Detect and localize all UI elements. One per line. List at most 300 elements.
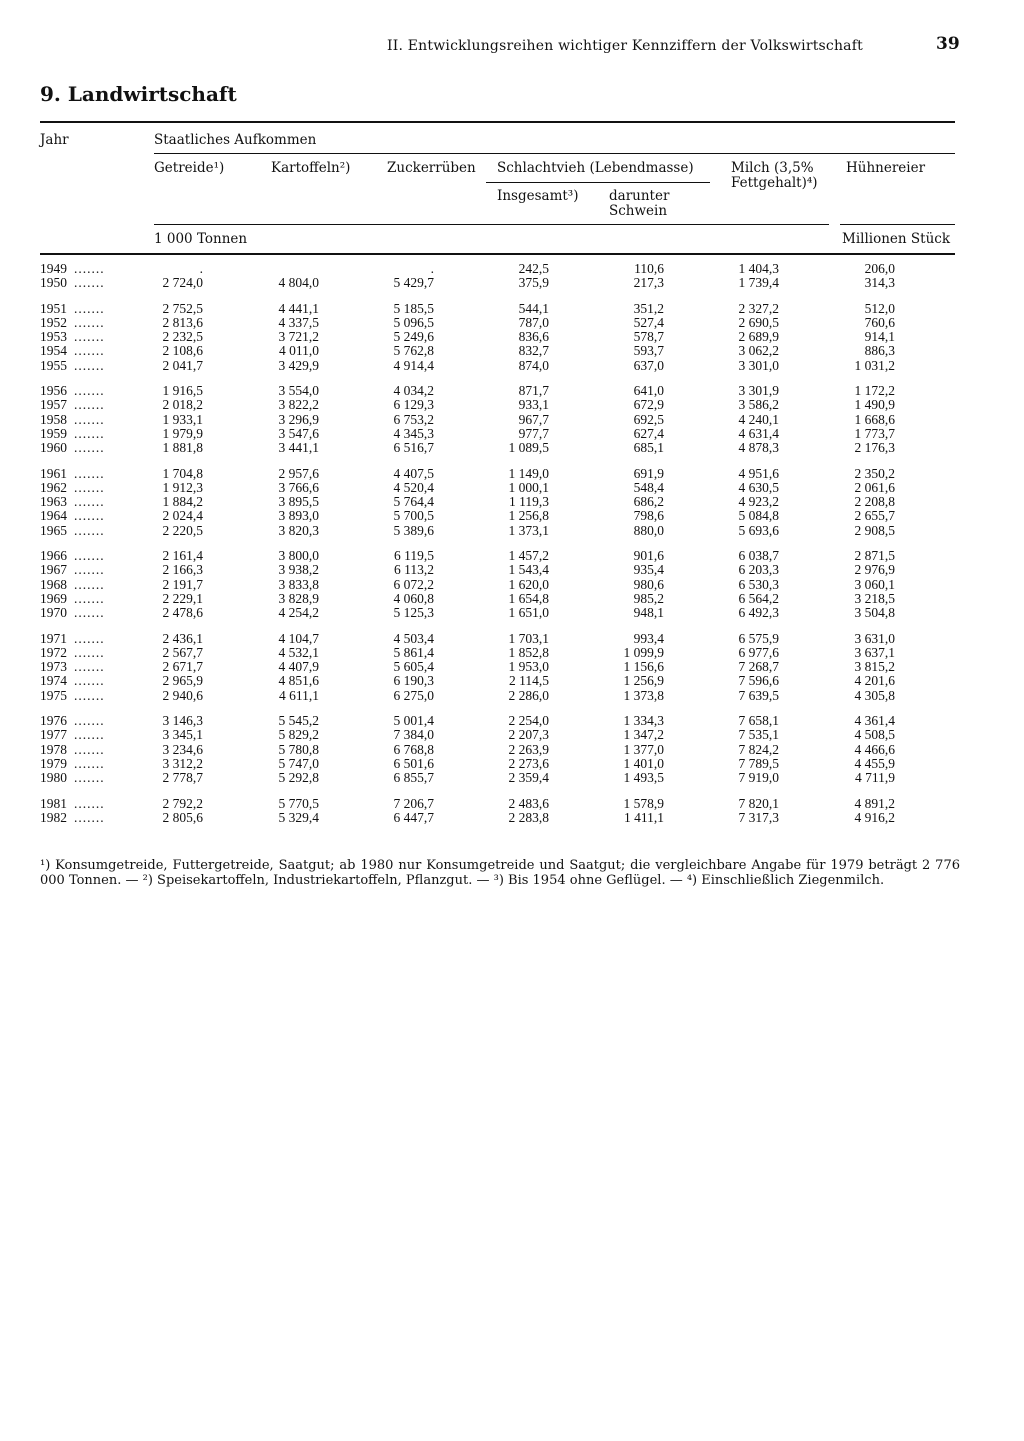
value-cell: 1 620,0 — [508, 576, 549, 592]
value-cell: 2 957,6 — [278, 465, 319, 481]
value-cell: 686,2 — [633, 494, 664, 510]
value-cell: 1 912,3 — [162, 479, 203, 495]
value-cell: 1 773,7 — [854, 425, 895, 441]
value-cell: 692,5 — [633, 411, 664, 427]
value-cell: 4 201,6 — [854, 673, 895, 689]
value-cell: 2 018,2 — [162, 397, 203, 413]
row-group — [0, 549, 1024, 620]
value-cell: 7 789,5 — [738, 755, 779, 771]
table-row — [0, 811, 1024, 825]
year-cell: 1949 — [40, 261, 67, 276]
value-cell: 5 545,2 — [278, 713, 319, 729]
value-cell: 6 501,6 — [393, 755, 434, 771]
value-cell: 4 305,8 — [854, 687, 895, 703]
value-cell: 4 804,0 — [278, 275, 319, 291]
value-cell: 6 072,2 — [393, 576, 434, 592]
year-cell: 1957 — [40, 397, 67, 413]
value-cell: 1 578,9 — [623, 795, 664, 811]
value-cell: 4 503,4 — [393, 630, 434, 646]
year-cell: 1951 — [40, 300, 67, 316]
value-cell: 5 780,8 — [278, 741, 319, 757]
leader-dots: ....... — [74, 275, 105, 291]
value-cell: 1 031,2 — [854, 357, 895, 373]
value-cell: 5 389,6 — [393, 522, 434, 538]
value-cell: 6 129,3 — [393, 397, 434, 413]
value-cell: 7 919,0 — [738, 770, 779, 786]
value-cell: 691,9 — [633, 465, 664, 481]
value-cell: 3 504,8 — [854, 605, 895, 621]
year-cell: 1963 — [40, 494, 67, 510]
row-group — [0, 467, 1024, 538]
value-cell: 5 084,8 — [738, 508, 779, 524]
value-cell: 880,0 — [633, 522, 664, 538]
year-cell: 1956 — [40, 383, 67, 399]
value-cell: 4 034,2 — [393, 383, 434, 399]
value-cell: 7 317,3 — [738, 809, 779, 825]
value-cell: 2 286,0 — [508, 687, 549, 703]
value-cell: 2 350,2 — [854, 465, 895, 481]
value-cell: 1 377,0 — [623, 741, 664, 757]
value-cell: 2 254,0 — [508, 713, 549, 729]
value-cell: 3 637,1 — [854, 644, 895, 660]
value-cell: 637,0 — [633, 357, 664, 373]
table-row — [0, 467, 1024, 481]
value-cell: 4 532,1 — [278, 644, 319, 660]
value-cell: 6 855,7 — [393, 770, 434, 786]
value-cell: 512,0 — [864, 300, 895, 316]
value-cell: 4 914,4 — [393, 357, 434, 373]
value-cell: 4 240,1 — [738, 411, 779, 427]
col-milch: Milch (3,5% — [731, 160, 814, 176]
year-cell: 1978 — [40, 741, 67, 757]
value-cell: 6 038,7 — [738, 548, 779, 564]
value-cell: 4 337,5 — [278, 314, 319, 330]
value-cell: 7 268,7 — [738, 659, 779, 675]
value-cell: 3 820,3 — [278, 522, 319, 538]
value-cell: 3 833,8 — [278, 576, 319, 592]
year-cell: 1981 — [40, 795, 67, 811]
value-cell: 3 296,9 — [278, 411, 319, 427]
leader-dots: ....... — [74, 727, 105, 743]
value-cell: 3 441,1 — [278, 440, 319, 456]
value-cell: 1 493,5 — [623, 770, 664, 786]
value-cell: 967,7 — [518, 411, 549, 427]
value-cell: 832,7 — [518, 343, 549, 359]
leader-dots: ....... — [74, 329, 105, 345]
value-cell: 1 933,1 — [162, 411, 203, 427]
value-cell: . — [430, 261, 434, 276]
leader-dots: ....... — [74, 590, 105, 606]
value-cell: 1 916,5 — [162, 383, 203, 399]
row-group — [0, 797, 1024, 826]
value-cell: 5 292,8 — [278, 770, 319, 786]
value-cell: 5 861,4 — [393, 644, 434, 660]
value-cell: 914,1 — [864, 329, 895, 345]
unit-left: 1 000 Tonnen — [154, 231, 248, 247]
value-cell: 7 596,6 — [738, 673, 779, 689]
value-cell: 2 940,6 — [162, 687, 203, 703]
value-cell: 3 301,0 — [738, 357, 779, 373]
unit-rule-left — [154, 224, 829, 225]
value-cell: 4 878,3 — [738, 440, 779, 456]
value-cell: . — [199, 261, 203, 276]
row-group — [0, 714, 1024, 785]
year-cell: 1973 — [40, 659, 67, 675]
value-cell: 1 256,8 — [508, 508, 549, 524]
year-cell: 1969 — [40, 590, 67, 606]
value-cell: 3 800,0 — [278, 548, 319, 564]
value-cell: 4 407,9 — [278, 659, 319, 675]
value-cell: 798,6 — [633, 508, 664, 524]
value-cell: 2 965,9 — [162, 673, 203, 689]
row-group — [0, 384, 1024, 455]
leader-dots: ....... — [74, 630, 105, 646]
value-cell: 1 411,1 — [624, 809, 664, 825]
value-cell: 7 824,2 — [738, 741, 779, 757]
value-cell: 4 441,1 — [278, 300, 319, 316]
year-cell: 1962 — [40, 479, 67, 495]
col-insgesamt: Insgesamt³) — [497, 188, 579, 204]
value-cell: 2 483,6 — [508, 795, 549, 811]
value-cell: 1 373,8 — [623, 687, 664, 703]
value-cell: 351,2 — [633, 300, 664, 316]
value-cell: 1 373,1 — [508, 522, 549, 538]
value-cell: 4 361,4 — [854, 713, 895, 729]
table-row — [0, 632, 1024, 646]
year-cell: 1979 — [40, 755, 67, 771]
value-cell: 3 721,2 — [278, 329, 319, 345]
value-cell: 6 530,3 — [738, 576, 779, 592]
leader-dots: ....... — [74, 411, 105, 427]
value-cell: 6 575,9 — [738, 630, 779, 646]
value-cell: 886,3 — [864, 343, 895, 359]
group-header: Staatliches Aufkommen — [154, 132, 317, 148]
leader-dots: ....... — [74, 809, 105, 825]
value-cell: 3 828,9 — [278, 590, 319, 606]
value-cell: 874,0 — [518, 357, 549, 373]
leader-dots: ....... — [74, 465, 105, 481]
value-cell: 3 234,6 — [162, 741, 203, 757]
value-cell: 5 605,4 — [393, 659, 434, 675]
year-cell: 1977 — [40, 727, 67, 743]
value-cell: 2 108,6 — [162, 343, 203, 359]
year-cell: 1953 — [40, 329, 67, 345]
table-row — [0, 302, 1024, 316]
value-cell: 2 114,5 — [509, 673, 549, 689]
table-row — [0, 549, 1024, 563]
value-cell: 1 172,2 — [854, 383, 895, 399]
table-row — [0, 606, 1024, 620]
value-cell: 5 770,5 — [278, 795, 319, 811]
value-cell: 993,4 — [633, 630, 664, 646]
value-cell: 3 345,1 — [162, 727, 203, 743]
value-cell: 548,4 — [633, 479, 664, 495]
value-cell: 1 651,0 — [508, 605, 549, 621]
value-cell: 2 567,7 — [162, 644, 203, 660]
table-body — [0, 262, 1024, 836]
value-cell: 4 060,8 — [393, 590, 434, 606]
year-cell: 1952 — [40, 314, 67, 330]
value-cell: 527,4 — [633, 314, 664, 330]
value-cell: 2 359,4 — [508, 770, 549, 786]
col-schwein: Schwein — [609, 203, 668, 219]
value-cell: 2 724,0 — [162, 275, 203, 291]
value-cell: 2 655,7 — [854, 508, 895, 524]
value-cell: 1 704,8 — [162, 465, 203, 481]
year-cell: 1966 — [40, 548, 67, 564]
leader-dots: ....... — [74, 300, 105, 316]
value-cell: 206,0 — [864, 261, 895, 276]
value-cell: 1 979,9 — [162, 425, 203, 441]
value-cell: 2 161,4 — [162, 548, 203, 564]
col-huehnereier: Hühnereier — [846, 160, 926, 176]
table-row — [0, 344, 1024, 358]
leader-dots: ....... — [74, 741, 105, 757]
value-cell: 3 815,2 — [854, 659, 895, 675]
value-cell: 1 668,6 — [854, 411, 895, 427]
table-row — [0, 674, 1024, 688]
year-cell: 1955 — [40, 357, 67, 373]
value-cell: 4 923,2 — [738, 494, 779, 510]
value-cell: 7 658,1 — [738, 713, 779, 729]
leader-dots: ....... — [74, 343, 105, 359]
value-cell: 1 089,5 — [508, 440, 549, 456]
value-cell: 2 792,2 — [162, 795, 203, 811]
value-cell: 3 429,9 — [278, 357, 319, 373]
table-top-rule — [40, 121, 955, 123]
value-cell: 2 327,2 — [738, 300, 779, 316]
value-cell: 5 700,5 — [393, 508, 434, 524]
value-cell: 3 631,0 — [854, 630, 895, 646]
value-cell: 2 752,5 — [162, 300, 203, 316]
table-row — [0, 728, 1024, 742]
value-cell: 3 062,2 — [738, 343, 779, 359]
value-cell: 1 000,1 — [508, 479, 549, 495]
value-cell: 2 220,5 — [162, 522, 203, 538]
value-cell: 6 768,8 — [393, 741, 434, 757]
table-row — [0, 689, 1024, 703]
value-cell: 1 884,2 — [162, 494, 203, 510]
value-cell: 787,0 — [518, 314, 549, 330]
year-cell: 1960 — [40, 440, 67, 456]
value-cell: 3 554,0 — [278, 383, 319, 399]
value-cell: 933,1 — [518, 397, 549, 413]
value-cell: 7 820,1 — [738, 795, 779, 811]
value-cell: 4 916,2 — [854, 809, 895, 825]
leader-dots: ....... — [74, 357, 105, 373]
value-cell: 5 096,5 — [393, 314, 434, 330]
table-row — [0, 714, 1024, 728]
value-cell: 6 113,2 — [394, 562, 434, 578]
table-row — [0, 427, 1024, 441]
table-row — [0, 441, 1024, 455]
leader-dots: ....... — [74, 508, 105, 524]
value-cell: 2 871,5 — [854, 548, 895, 564]
leader-dots: ....... — [74, 713, 105, 729]
value-cell: 1 490,9 — [854, 397, 895, 413]
row-group — [0, 632, 1024, 703]
value-cell: 1 881,8 — [162, 440, 203, 456]
value-cell: 2 976,9 — [854, 562, 895, 578]
value-cell: 7 639,5 — [738, 687, 779, 703]
value-cell: 948,1 — [633, 605, 664, 621]
year-cell: 1968 — [40, 576, 67, 592]
value-cell: 2 273,6 — [508, 755, 549, 771]
value-cell: 2 813,6 — [162, 314, 203, 330]
year-cell: 1954 — [40, 343, 67, 359]
year-cell: 1975 — [40, 687, 67, 703]
value-cell: 2 283,8 — [508, 809, 549, 825]
value-cell: 3 547,6 — [278, 425, 319, 441]
unit-rule-right — [840, 224, 955, 225]
year-cell: 1971 — [40, 630, 67, 646]
value-cell: 5 125,3 — [393, 605, 434, 621]
row-group — [0, 302, 1024, 373]
value-cell: 4 851,6 — [278, 673, 319, 689]
value-cell: 5 429,7 — [393, 275, 434, 291]
table-row — [0, 660, 1024, 674]
leader-dots: ....... — [74, 314, 105, 330]
table-row — [0, 743, 1024, 757]
table-row — [0, 413, 1024, 427]
value-cell: 1 739,4 — [738, 275, 779, 291]
col-year-label: Jahr — [40, 132, 69, 148]
col-schlachtvieh: Schlachtvieh (Lebendmasse) — [497, 160, 694, 176]
col-getreide: Getreide¹) — [154, 160, 225, 176]
year-cell: 1967 — [40, 562, 67, 578]
value-cell: 980,6 — [633, 576, 664, 592]
value-cell: 760,6 — [864, 314, 895, 330]
value-cell: 1 852,8 — [508, 644, 549, 660]
leader-dots: ....... — [74, 673, 105, 689]
value-cell: 2 061,6 — [854, 479, 895, 495]
value-cell: 4 951,6 — [738, 465, 779, 481]
value-cell: 1 099,9 — [623, 644, 664, 660]
leader-dots: ....... — [74, 795, 105, 811]
table-row — [0, 276, 1024, 290]
value-cell: 2 041,7 — [162, 357, 203, 373]
col-zuckerrueben: Zuckerrüben — [387, 160, 476, 176]
value-cell: 4 466,6 — [854, 741, 895, 757]
table-row — [0, 481, 1024, 495]
value-cell: 985,2 — [633, 590, 664, 606]
leader-dots: ....... — [74, 644, 105, 660]
schlachtvieh-rule — [486, 182, 710, 183]
value-cell: 5 185,5 — [393, 300, 434, 316]
leader-dots: ....... — [74, 770, 105, 786]
value-cell: 685,1 — [633, 440, 664, 456]
year-cell: 1961 — [40, 465, 67, 481]
value-cell: 2 191,7 — [162, 576, 203, 592]
value-cell: 1 543,4 — [508, 562, 549, 578]
value-cell: 3 895,5 — [278, 494, 319, 510]
table-row — [0, 262, 1024, 276]
value-cell: 6 190,3 — [393, 673, 434, 689]
value-cell: 901,6 — [633, 548, 664, 564]
value-cell: 5 001,4 — [393, 713, 434, 729]
value-cell: 3 218,5 — [854, 590, 895, 606]
value-cell: 871,7 — [518, 383, 549, 399]
value-cell: 2 478,6 — [162, 605, 203, 621]
leader-dots: ....... — [74, 605, 105, 621]
value-cell: 4 891,2 — [854, 795, 895, 811]
section-title: 9. Landwirtschaft — [40, 82, 237, 106]
table-row — [0, 797, 1024, 811]
leader-dots: ....... — [74, 687, 105, 703]
value-cell: 2 690,5 — [738, 314, 779, 330]
value-cell: 6 447,7 — [393, 809, 434, 825]
year-cell: 1965 — [40, 522, 67, 538]
table-header-rule — [40, 253, 955, 255]
year-cell: 1980 — [40, 770, 67, 786]
value-cell: 6 275,0 — [393, 687, 434, 703]
value-cell: 2 207,3 — [508, 727, 549, 743]
value-cell: 5 693,6 — [738, 522, 779, 538]
value-cell: 1 334,3 — [623, 713, 664, 729]
value-cell: 4 631,4 — [738, 425, 779, 441]
value-cell: 6 977,6 — [738, 644, 779, 660]
value-cell: 4 711,9 — [855, 770, 895, 786]
value-cell: 4 455,9 — [854, 755, 895, 771]
table-row — [0, 316, 1024, 330]
col-darunter: darunter — [609, 188, 670, 204]
value-cell: 1 654,8 — [508, 590, 549, 606]
value-cell: 4 345,3 — [393, 425, 434, 441]
value-cell: 7 384,0 — [393, 727, 434, 743]
value-cell: 6 203,3 — [738, 562, 779, 578]
value-cell: 2 689,9 — [738, 329, 779, 345]
value-cell: 6 492,3 — [738, 605, 779, 621]
leader-dots: ....... — [74, 494, 105, 510]
value-cell: 4 508,5 — [854, 727, 895, 743]
value-cell: 1 347,2 — [623, 727, 664, 743]
value-cell: 1 149,0 — [508, 465, 549, 481]
value-cell: 2 208,8 — [854, 494, 895, 510]
value-cell: 2 166,3 — [162, 562, 203, 578]
year-cell: 1972 — [40, 644, 67, 660]
value-cell: 2 805,6 — [162, 809, 203, 825]
value-cell: 935,4 — [633, 562, 664, 578]
value-cell: 3 301,9 — [738, 383, 779, 399]
value-cell: 2 908,5 — [854, 522, 895, 538]
value-cell: 375,9 — [518, 275, 549, 291]
value-cell: 242,5 — [518, 261, 549, 276]
value-cell: 836,6 — [518, 329, 549, 345]
value-cell: 6 119,5 — [394, 548, 434, 564]
value-cell: 3 822,2 — [278, 397, 319, 413]
value-cell: 5 747,0 — [278, 755, 319, 771]
value-cell: 4 254,2 — [278, 605, 319, 621]
value-cell: 544,1 — [518, 300, 549, 316]
value-cell: 5 762,8 — [393, 343, 434, 359]
value-cell: 578,7 — [633, 329, 664, 345]
value-cell: 4 407,5 — [393, 465, 434, 481]
value-cell: 1 404,3 — [738, 261, 779, 276]
value-cell: 6 753,2 — [393, 411, 434, 427]
group-rule — [154, 153, 955, 154]
year-cell: 1982 — [40, 809, 67, 825]
value-cell: 3 146,3 — [162, 713, 203, 729]
value-cell: 1 401,0 — [623, 755, 664, 771]
value-cell: 7 206,7 — [393, 795, 434, 811]
value-cell: 314,3 — [864, 275, 895, 291]
value-cell: 672,9 — [633, 397, 664, 413]
value-cell: 7 535,1 — [738, 727, 779, 743]
value-cell: 3 312,2 — [162, 755, 203, 771]
table-row — [0, 563, 1024, 577]
leader-dots: ....... — [74, 425, 105, 441]
value-cell: 2 176,3 — [854, 440, 895, 456]
